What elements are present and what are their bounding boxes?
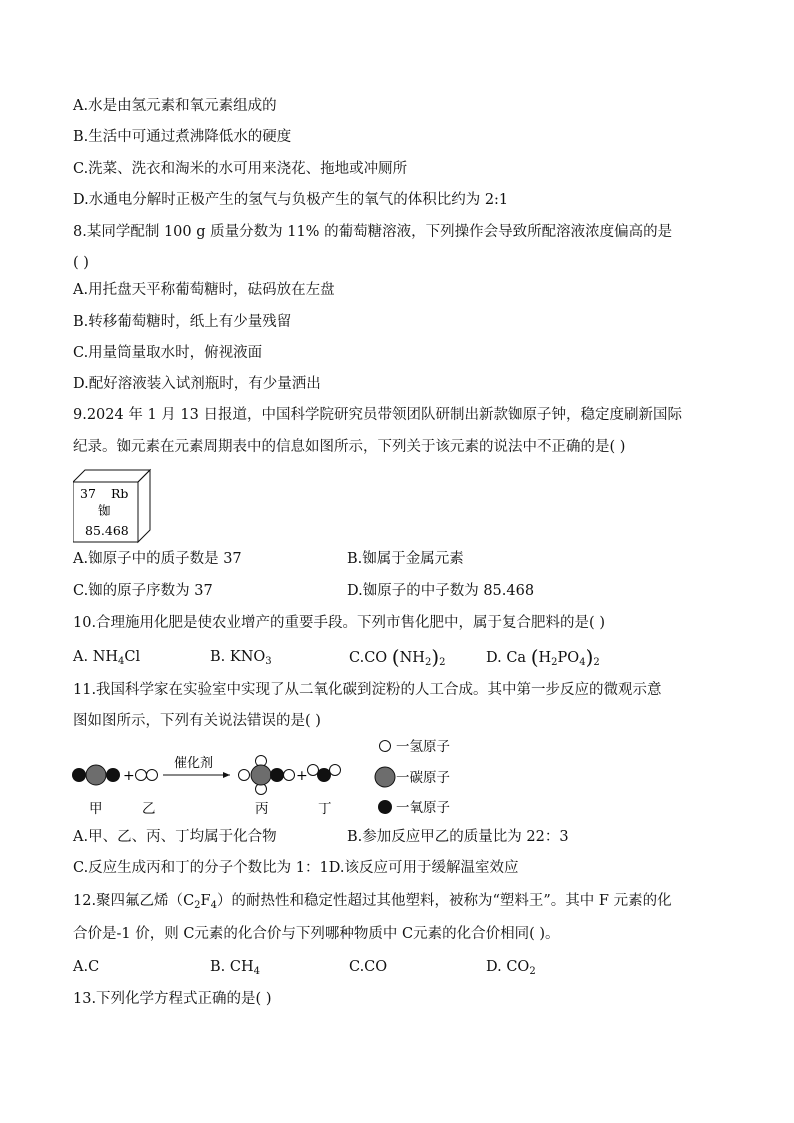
molecule-yi (136, 770, 158, 781)
molecule-bing (239, 756, 295, 795)
q9-stem-line2: 纪录。铷元素在元素周期表中的信息如图所示，下列关于该元素的说法中不正确的是( ) (73, 439, 626, 455)
q9-option-a: A.铷原子中的质子数是 37 (73, 551, 242, 567)
label-yi: 乙 (142, 801, 156, 817)
plus-sign-2: + (296, 768, 308, 784)
q8-option-d: D.配好溶液装入试剂瓶时，有少量洒出 (73, 376, 321, 392)
q13-stem: 13.下列化学方程式正确的是( ) (73, 991, 272, 1007)
molecule-jia (72, 765, 120, 785)
legend-oxygen: 一氧原子 (396, 800, 450, 816)
q11-stem-line1: 11.我国科学家在实验室中实现了从二氧化碳到淀粉的人工合成。其中第一步反应的微观示意 (73, 682, 662, 698)
q12-option-c: C.CO (349, 959, 388, 975)
q11-stem-line2: 图如图所示，下列有关说法错误的是( ) (73, 713, 321, 729)
q9-option-d: D.铷原子的中子数为 85.468 (347, 583, 535, 599)
element-cell-figure (73, 468, 153, 544)
q8-stem: 8.某同学配制 100 g 质量分数为 11% 的葡萄糖溶液，下列操作会导致所配溶液浓度偏高的是 (73, 224, 673, 240)
atom-legend (374, 736, 484, 816)
q7-option-d: D.水通电分解时正极产生的氢气与负极产生的氧气的体积比约为 2:1 (73, 192, 509, 208)
element-name: 铷 (98, 503, 111, 518)
q11-option-a: A.甲、乙、丙、丁均属于化合物 (73, 829, 277, 845)
q8-option-b: B.转移葡萄糖时，纸上有少量残留 (73, 314, 292, 330)
label-jia: 甲 (89, 801, 103, 817)
q7-option-c: C.洗菜、洗衣和淘米的水可用来浇花、拖地或冲厕所 (73, 161, 408, 177)
q10-option-d: D. Ca $(H_2PO_4)_2$ (486, 645, 600, 669)
q12-option-a: A.C (73, 959, 100, 975)
molecule-ding (308, 765, 341, 783)
q12-stem-line2: 合价是-1 价，则 C元素的化合价与下列哪种物质中 C元素的化合价相同( )。 (73, 926, 560, 942)
q12-option-b: B. $CH_4$ (210, 959, 260, 977)
q9-option-c: C.铷的原子序数为 37 (73, 583, 213, 599)
q8-option-a: A.用托盘天平称葡萄糖时，砝码放在左盘 (73, 282, 335, 298)
q9-option-b: B.铷属于金属元素 (347, 551, 464, 567)
q8-option-c: C.用量筒量取水时，俯视液面 (73, 345, 263, 361)
q9-stem-line1: 9.2024 年 1 月 13 日报道，中国科学院研究员带领团队研制出新款铷原子钟，稳定度刷新国际 (73, 407, 682, 423)
catalyst-label: 催化剂 (174, 756, 214, 771)
carbon-legend-icon (375, 767, 395, 787)
legend-hydrogen: 一氢原子 (396, 739, 450, 755)
q10-stem: 10.合理施用化肥是使农业增产的重要手段。下列市售化肥中，属于复合肥料的是( ) (73, 615, 605, 631)
q12-stem-line1: 12.聚四氟乙烯$(C_2F_4)$的耐热性和稳定性超过其他塑料，被称为“塑料王”。其中 F 元素的化 (73, 893, 672, 911)
q10-option-b: B. $KNO_3$ (210, 649, 272, 667)
element-mass: 85.468 (85, 523, 129, 538)
element-number: 37 (80, 486, 96, 501)
label-bing: 丙 (255, 801, 269, 817)
arrow-head (223, 772, 230, 778)
q11-option-cd: C.反应生成丙和丁的分子个数比为 1：1D.该反应可用于缓解温室效应 (73, 860, 519, 876)
oxygen-legend-icon (378, 800, 392, 814)
label-ding: 丁 (318, 801, 332, 817)
hydrogen-legend-icon (380, 741, 391, 752)
q12-option-d: D. $CO_2$ (486, 959, 536, 977)
q10-option-c: C.CO $(NH_2)_2$ (349, 645, 446, 669)
q8-paren: ( ) (73, 255, 89, 271)
q7-option-a: A.水是由氢元素和氧元素组成的 (73, 98, 277, 114)
q10-option-a: A. $NH_4Cl$ (73, 649, 141, 667)
q11-option-b: B.参加反应甲乙的质量比为 22：3 (347, 829, 569, 845)
q7-option-b: B.生活中可通过煮沸降低水的硬度 (73, 129, 292, 145)
element-symbol: Rb (111, 486, 129, 501)
plus-sign-1: + (123, 768, 135, 784)
legend-carbon: 一碳原子 (396, 770, 450, 786)
